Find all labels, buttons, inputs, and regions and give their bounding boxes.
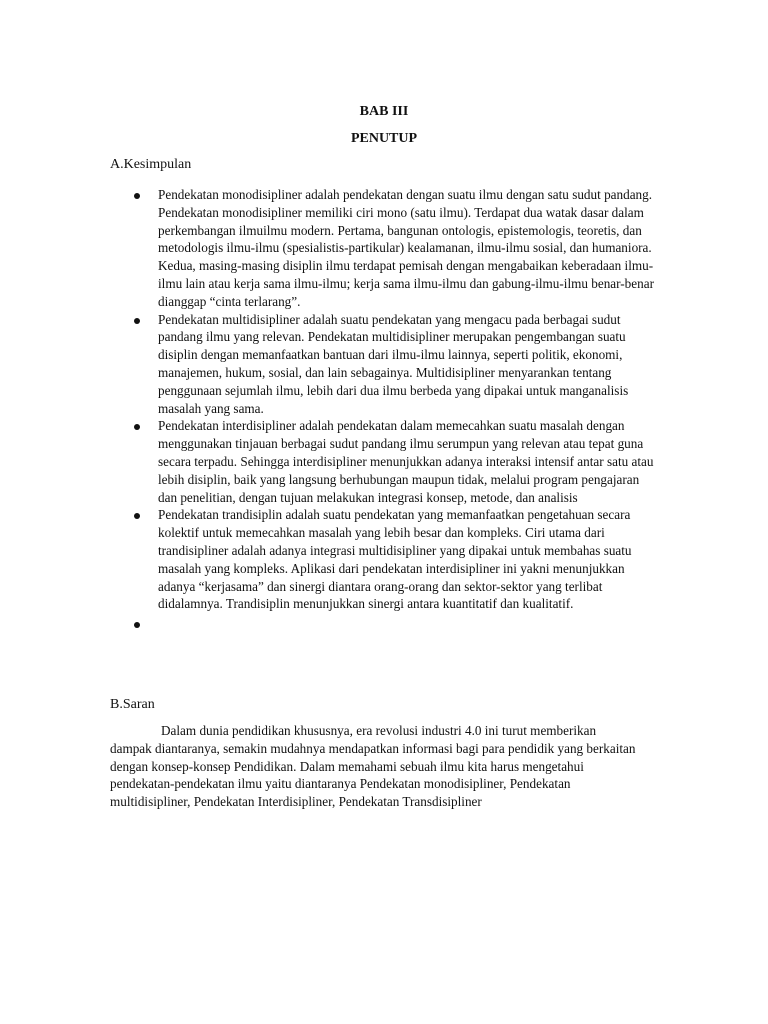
chapter-heading: BAB III <box>359 104 409 119</box>
list-item-empty <box>0 615 658 633</box>
list-item <box>0 186 658 311</box>
bullet-icon <box>134 622 140 628</box>
bullet-icon <box>134 318 140 324</box>
suggestion-paragraph: Dalam dunia pendidikan khususnya, era revolusi industri 4.0 ini turut memberikan dampak diantaranya, semakin mudahnya mendapatkan informasi bagi para pendidik yang berkaitan dengan konsep-konsep Pendidikan. Dalam memahami sebuah ilmu kita harus mengetahui pendekatan-pendekatan ilmu yaitu diantaranya Pendekatan monodisipliner, Pendekatan multidisipliner, Pendekatan Interdisipliner, Pendekatan Transdisipliner <box>110 723 636 810</box>
bullet-icon <box>134 513 140 519</box>
list-item <box>0 311 658 418</box>
bullet-icon <box>134 193 140 199</box>
bullet-icon <box>134 424 140 430</box>
list-item-text: Pendekatan trandisiplin adalah suatu pendekatan yang memanfaatkan pengetahuan secara kolektif untuk memecahkan masalah yang lebih besar dan kompleks. Ciri utama dari trandisipliner adalah adanya integrasi multidisipliner yang dipakai untuk membahas suatu masalah yang kompleks. Aplikasi dari pendekatan interdisipliner ini yakni menunjukkan adanya “kerjasama” dan sinergi diantara orang-orang dan sektor-sektor yang terlibat didalamnya. Trandisiplin menunjukkan sinergi antara kuantitatif dan kualitatif. <box>158 507 632 612</box>
section-a-label: A.Kesimpulan <box>110 157 192 172</box>
list-item-text: Pendekatan multidisipliner adalah suatu pendekatan yang mengacu pada berbagai sudut pandang ilmu yang relevan. Pendekatan multidisipliner merupakan pengembangan suatu disiplin dengan memanfaatkan bantuan dari ilmu-ilmu lainnya, seperti politik, ekonomi, manajemen, hukum, sosial, dan lain sebagainya. Multidisipliner menyarankan tentang penggunaan sejumlah ilmu, lebih dari dua ilmu berbeda yang dipakai untuk manganalisis masalah yang sama. <box>158 311 629 416</box>
list-item-text: Pendekatan monodisipliner adalah pendekatan dengan suatu ilmu dengan satu sudut pandang. Pendekatan monodisipliner memiliki ciri mono (satu ilmu). Terdapat dua watak dasar dalam perkembangan ilmuilmu modern. Pertama, bangunan ontologis, epistemologis, teoretis, dan metodologis ilmu-ilmu (spesialistis-partikular) kealamanan, ilmu-ilmu sosial, dan humaniora. Kedua, masing-masing disiplin ilmu terdapat pemisah dengan mengabaikan keberadaan ilmu-ilmu lain atau kerja sama ilmu-ilmu; kerja sama ilmu-ilmu dan gabung-ilmu-ilmu benar-benar dianggap “cinta terlarang”. <box>158 187 654 309</box>
conclusion-list <box>0 186 768 633</box>
chapter-title: PENUTUP <box>350 131 418 146</box>
section-b-label: B.Saran <box>110 697 155 712</box>
list-item <box>0 506 658 613</box>
list-item <box>0 417 658 506</box>
list-item-text: Pendekatan interdisipliner adalah pendekatan dalam memecahkan suatu masalah dengan menggunakan tinjauan berbagai sudut pandang ilmu serumpun yang relevan atau tepat guna secara terpadu. Sehingga interdisipliner menunjukkan adanya interaksi intensif antar satu atau lebih disiplin, baik yang langsung berhubungan maupun tidak, melalui program pengajaran dan penelitian, dengan tujuan melakukan integrasi konsep, metode, dan analisis <box>158 418 654 505</box>
